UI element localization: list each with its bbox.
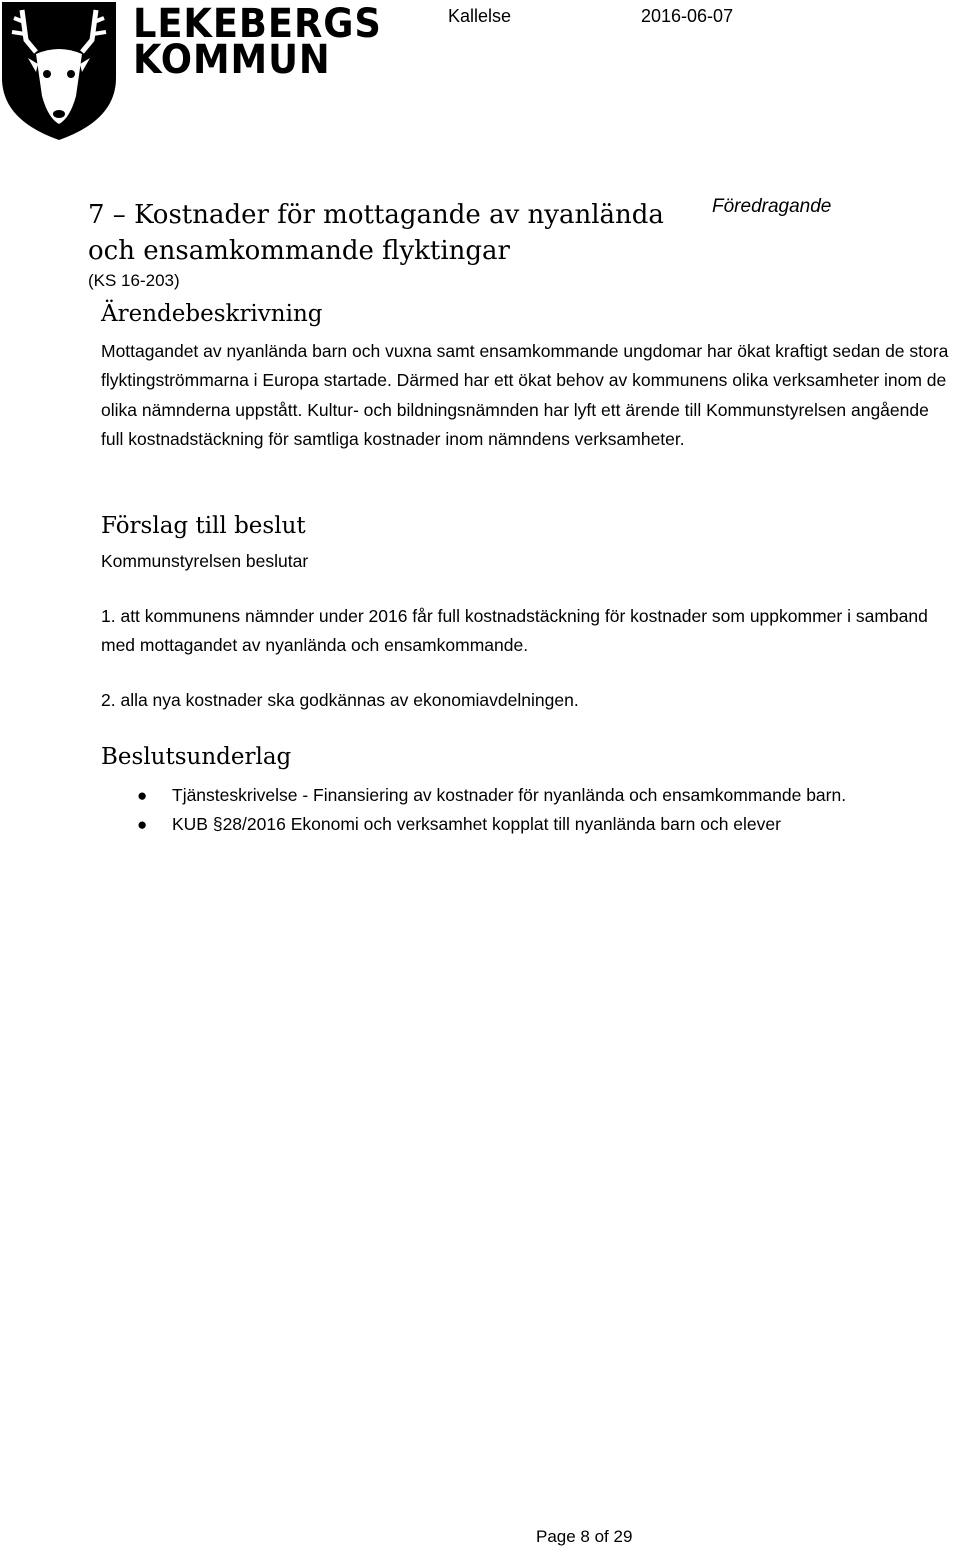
municipality-logo xyxy=(0,0,390,145)
description-heading: Ärendebeskrivning xyxy=(101,301,323,327)
basis-item-text: Tjänsteskrivelse - Finansiering av kostnader för nyanlända och ensamkommande barn. xyxy=(172,785,847,805)
deer-head-shield-icon xyxy=(0,0,120,142)
proposal-item-1: 1. att kommunens nämnder under 2016 får full kostnadstäckning för kostnader som uppkommer i samband med mottagandet av nyanlända och ensamkommande. xyxy=(101,606,928,656)
basis-item-text: KUB §28/2016 Ekonomi och verksamhet kopplat till nyanlända barn och elever xyxy=(172,814,781,834)
logo-line-1: LEKEBERGS xyxy=(133,1,382,47)
presenter-label: Föredragande xyxy=(712,196,832,217)
agenda-item-title xyxy=(88,197,688,269)
title-line-2: och ensamkommande flyktingar xyxy=(88,236,510,266)
bullet-dot-icon: ● xyxy=(137,786,148,805)
list-item xyxy=(101,781,956,810)
document-date: 2016-06-07 xyxy=(641,6,734,26)
proposal-subheading: Kommunstyrelsen beslutar xyxy=(101,551,309,571)
basis-heading: Beslutsunderlag xyxy=(101,744,292,770)
basis-list xyxy=(101,781,956,839)
description-text: Mottagandet av nyanlända barn och vuxna samt ensamkommande ungdomar har ökat kraftigt sedan de stora flyktingströmmarna i Europa startade. Därmed har ett ökat behov av kommunens olika verksamheter inom de olika nämnderna uppstått. Kultur- och bildningsnämnden har lyft ett ärende till Kommunstyrelsen angående full kostnadstäckning för samtliga kostnader inom nämndens verksamheter. xyxy=(101,341,949,449)
case-number: (KS 16-203) xyxy=(88,271,180,290)
proposal-heading: Förslag till beslut xyxy=(101,513,306,539)
bullet-dot-icon: ● xyxy=(137,815,148,834)
logo-line-2: KOMMUN xyxy=(133,37,331,83)
proposal-item-2: 2. alla nya kostnader ska godkännas av ekonomiavdelningen. xyxy=(101,690,579,710)
title-line-1: 7 – Kostnader för mottagande av nyanlända xyxy=(88,200,664,230)
list-item xyxy=(101,810,956,839)
page-number: Page 8 of 29 xyxy=(536,1527,633,1546)
document-type-label: Kallelse xyxy=(448,6,512,26)
